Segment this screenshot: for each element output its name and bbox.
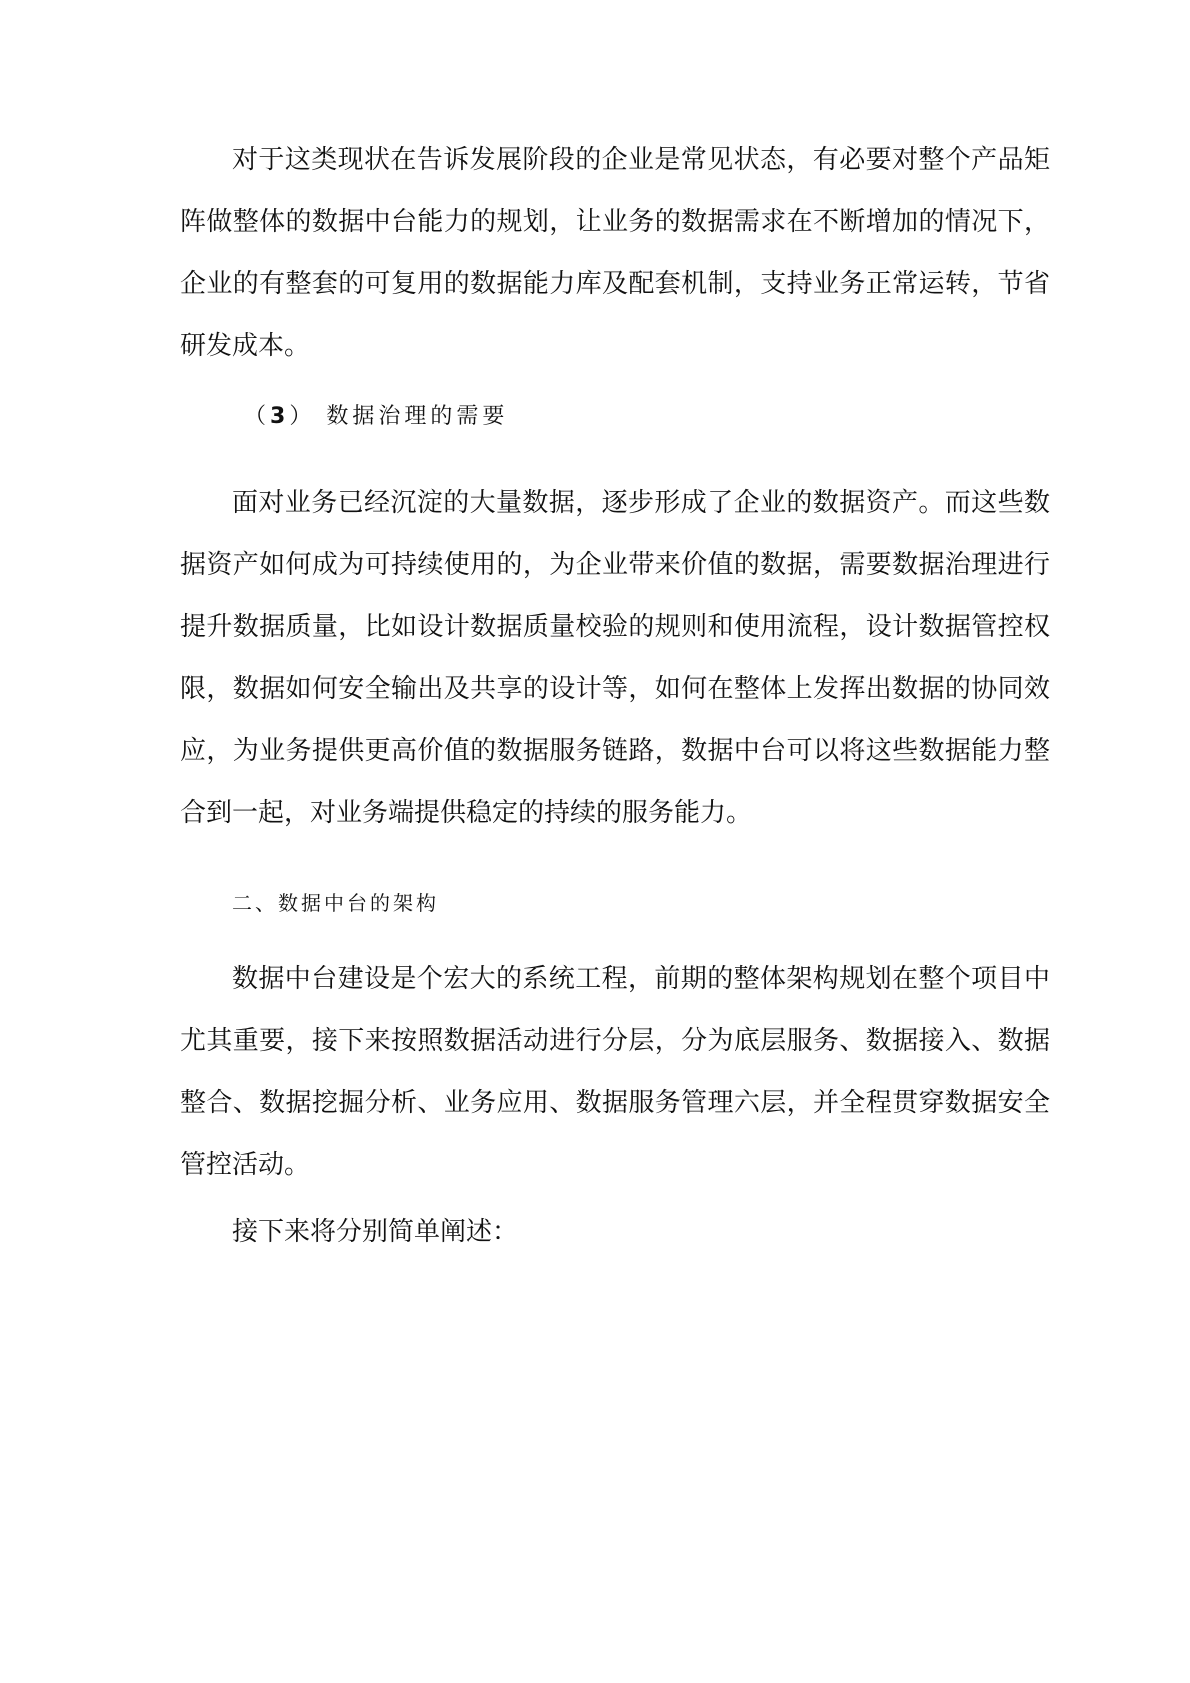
paragraph-architecture: 数据中台建设是个宏大的系统工程，前期的整体架构规划在整个项目中尤其重要，接下来按照数据活动进行分层，分为底层服务、数据接入、数据整合、数据挖掘分析、业务应用、数据服务管理六层，并全程贯穿数据安全管控活动。	[180, 964, 1050, 1180]
subheading-open-paren: （	[244, 404, 271, 429]
subheading-data-governance	[244, 402, 508, 432]
section-heading-architecture: 二、数据中台的架构	[232, 891, 439, 915]
paragraph-following: 接下来将分别简单阐述：	[232, 1217, 519, 1247]
paragraph-data-governance: 面对业务已经沉淀的大量数据，逐步形成了企业的数据资产。而这些数据资产如何成为可持续使用的，为企业带来价值的数据，需要数据治理进行提升数据质量，比如设计数据质量校验的规则和使用流程，设计数据管控权限，数据如何安全输出及共享的设计等，如何在整体上发挥出数据的协同效应，为业务提供更高价值的数据服务链路，数据中台可以将这些数据能力整合到一起，对业务端提供稳定的持续的服务能力。	[180, 488, 1050, 828]
paragraph-product-matrix: 对于这类现状在告诉发展阶段的企业是常见状态，有必要对整个产品矩阵做整体的数据中台能力的规划，让业务的数据需求在不断增加的情况下，企业的有整套的可复用的数据能力库及配套机制，支持业务正常运转，节省研发成本。	[180, 145, 1050, 361]
subheading-text: 数据治理的需要	[315, 404, 509, 429]
subheading-number: 3	[270, 404, 290, 429]
subheading-close-paren: ）	[289, 404, 316, 429]
